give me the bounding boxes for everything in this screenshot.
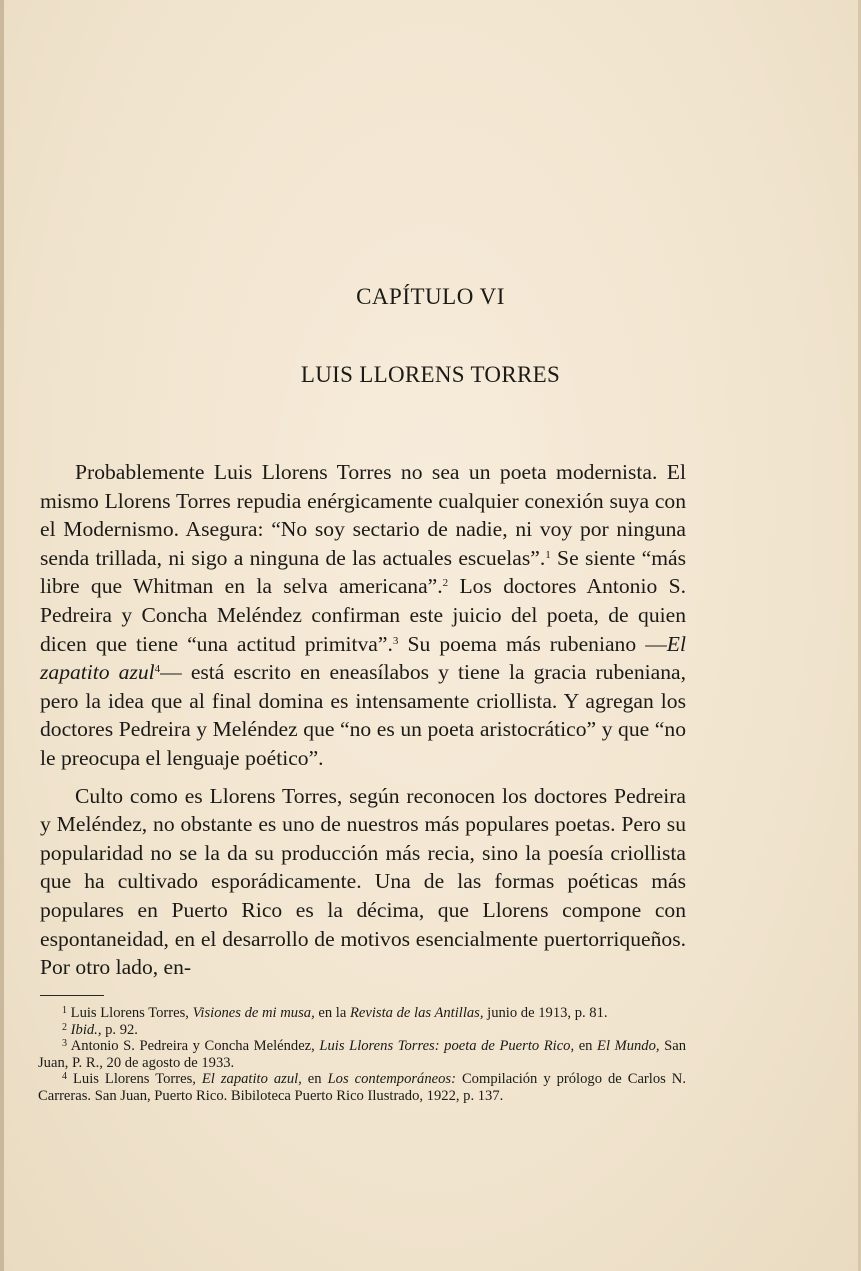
footnote-number: 4	[62, 1071, 67, 1083]
chapter-title: LUIS LLORENS TORRES	[300, 362, 561, 387]
italic-text: El Mundo,	[597, 1038, 660, 1055]
text-run: p. 92.	[101, 1021, 138, 1038]
footnote-reference: 1	[545, 548, 551, 561]
footnote-reference: 2	[442, 577, 449, 590]
paragraph	[40, 458, 686, 773]
italic-text: Visiones de mi musa,	[192, 1005, 315, 1021]
footnote-reference: 3	[392, 634, 399, 647]
italic-text: Luis Llorens Torres: poeta de Puerto Rico,	[319, 1038, 575, 1055]
footnote-divider	[40, 995, 104, 996]
text-run: en	[301, 1071, 328, 1088]
footnote	[38, 1005, 686, 1022]
italic-text: Los contemporáneos:	[327, 1071, 456, 1088]
text-run: Su poema más rubeniano —	[398, 631, 667, 656]
footnote	[38, 1071, 686, 1104]
footnote	[38, 1038, 686, 1071]
footnote-reference: 4	[154, 663, 161, 676]
italic-text: El zapatito azul	[40, 631, 686, 685]
text-run: Antonio S. Pedreira y Concha Meléndez,	[67, 1038, 320, 1055]
footnote-number: 1	[62, 1005, 67, 1016]
text-run: en la	[314, 1005, 350, 1021]
italic-text: Revista de las Antillas,	[350, 1005, 484, 1021]
text-run: Compilación y prólogo de Carlos N. Carreras. San Juan, Puerto Rico. Bibiloteca Puerto Rico Ilustrado, 1922, p. 137.	[38, 1071, 686, 1104]
text-run: Se siente “más libre que Whitman en la selva americana”.	[40, 545, 686, 599]
page-edge-left	[0, 0, 4, 1271]
footnote-number: 3	[62, 1038, 67, 1050]
footnotes	[38, 1005, 686, 1105]
italic-text: El zapatito azul,	[201, 1071, 302, 1088]
text-run: Luis Llorens Torres,	[67, 1005, 193, 1021]
body-text	[40, 458, 686, 991]
text-run: — está escrito en eneasílabos y tiene la gracia rubeniana, pero la idea que al final domina es intensamente criollista. Y agregan los doctores Pedreira y Meléndez que “no es un poeta aristocrático” y que “no le preocupa el lenguaje poético”.	[40, 660, 687, 770]
footnote-number: 2	[62, 1021, 67, 1033]
text-run: Los doctores Antonio S. Pedreira y Concha Meléndez confirman este juicio del poeta, de quien dicen que tiene “una actitud primitva”.	[40, 574, 686, 656]
text-run: en	[574, 1038, 598, 1055]
text-run: Luis Llorens Torres,	[67, 1071, 202, 1088]
text-run: Culto como es Llorens Torres, según reconocen los doctores Pedreira y Meléndez, no obstante es uno de nuestros más populares poetas. Pero su popularidad no se la da su producción más recia, sino la poesía criollista que ha cultivado esporádicamente. Una de las formas poéticas más populares en Puerto Rico es la décima, que Llorens compone con espontaneidad, en el desarrollo de motivos esencialmente puertorriqueños. Por otro lado, en-	[40, 783, 686, 980]
text-run: San Juan, P. R., 20 de agosto de 1933.	[38, 1038, 687, 1071]
italic-text: Ibid.,	[70, 1021, 102, 1038]
footnote	[38, 1022, 686, 1039]
chapter-heading: CAPÍTULO VI	[356, 284, 505, 309]
text-run: junio de 1913, p. 81.	[483, 1005, 608, 1021]
paragraph	[40, 782, 686, 982]
text-run: Probablemente Luis Llorens Torres no sea un poeta modernista. El mismo Llorens Torres repudia enérgicamente cualquier conexión suya con el Modernismo. Asegura: “No soy sectario de nadie, ni voy por ninguna senda trillada, ni sigo a ninguna de las actuales escuelas”.	[40, 460, 686, 570]
